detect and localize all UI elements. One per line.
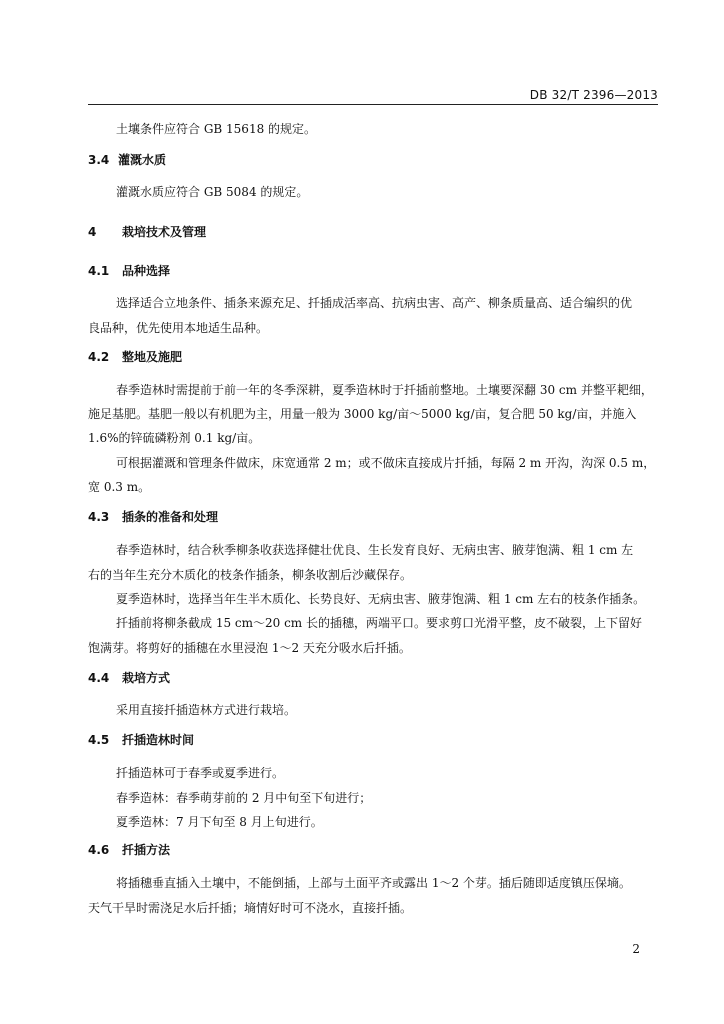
section-4-1-heading	[88, 262, 660, 280]
section-4-5-line-3: 夏季造林：7 月下旬至 8 月上旬进行。	[116, 815, 323, 829]
section-4-5-line-2: 春季造林：春季萌芽前的 2 月中旬至下旬进行；	[116, 791, 372, 805]
section-3-4-paragraph: 灌溉水质应符合 GB 5084 的规定。	[116, 185, 309, 199]
page-number: 2	[632, 942, 640, 956]
section-4-3-line-4: 扦插前将柳条截成 15 cm～20 cm 长的插穗，两端平口。要求剪口光滑平整，皮不破裂，上下留好	[116, 616, 642, 630]
header-rule	[88, 104, 658, 105]
section-number: 4.3	[88, 510, 110, 524]
section-4-4-paragraph: 采用直接扦插造林方式进行栽培。	[116, 703, 297, 717]
section-4-5-line-1: 扦插造林可于春季或夏季进行。	[116, 766, 285, 780]
section-title: 栽培方式	[122, 671, 171, 685]
section-title: 插条的准备和处理	[122, 510, 219, 524]
section-number: 3.4	[88, 153, 110, 167]
section-4-2-line-4: 可根据灌溉和管理条件做床，床宽通常 2 m；或不做床直接成片扦插，每隔 2 m 开沟，沟深 0.5 m，	[116, 456, 656, 470]
section-title: 整地及施肥	[122, 350, 183, 364]
section-4-3-line-2: 右的当年生充分木质化的枝条作插条，柳条收割后沙藏保存。	[88, 568, 413, 582]
section-number: 4.5	[88, 733, 110, 747]
section-4-2-line-3: 1.6%的锌硫磷粉剂 0.1 kg/亩。	[88, 431, 261, 445]
section-4-1-line-1: 选择适合立地条件、插条来源充足、扦插成活率高、抗病虫害、高产、柳条质量高、适合编织的优	[116, 296, 633, 310]
section-4-3-line-3: 夏季造林时，选择当年生半木质化、长势良好、无病虫害、腋芽饱满、粗 1 cm 左右的枝条作插条。	[116, 592, 646, 606]
section-3-4-heading	[88, 151, 660, 169]
section-title: 扦插造林时间	[122, 733, 195, 747]
section-4-6-line-2: 天气干旱时需浇足水后扦插；墒情好时可不浇水，直接扦插。	[88, 901, 413, 915]
section-4-3-line-1: 春季造林时，结合秋季柳条收获选择健壮优良、生长发育良好、无病虫害、腋芽饱满、粗 1 cm 左	[116, 543, 634, 557]
standard-code: DB 32/T 2396—2013	[529, 88, 658, 102]
section-4-1-line-2: 良品种，优先使用本地适生品种。	[88, 321, 269, 335]
section-title: 栽培技术及管理	[122, 225, 207, 239]
section-4-heading	[88, 223, 660, 241]
section-4-3-line-5: 饱满芽。将剪好的插穗在水里浸泡 1～2 天充分吸水后扦插。	[88, 641, 411, 655]
section-4-2-line-5: 宽 0.3 m。	[88, 480, 151, 494]
section-title: 扦插方法	[122, 843, 171, 857]
section-4-6-line-1: 将插穗垂直插入土壤中，不能倒插，上部与土面平齐或露出 1～2 个芽。插后随即适度镇压保墒。	[116, 876, 631, 890]
section-4-2-line-2: 施足基肥。基肥一般以有机肥为主，用量一般为 3000 kg/亩～5000 kg/亩，复合肥 50 kg/亩，并施入	[88, 407, 637, 421]
section-number: 4	[88, 225, 97, 239]
section-4-3-heading	[88, 508, 660, 526]
section-title: 品种选择	[122, 264, 171, 278]
section-number: 4.2	[88, 350, 110, 364]
section-number: 4.1	[88, 264, 110, 278]
section-4-6-heading	[88, 841, 660, 859]
section-4-2-line-1: 春季造林时需提前于前一年的冬季深耕，夏季造林时于扦插前整地。土壤要深翻 30 cm 并整平耙细，	[116, 383, 653, 397]
section-number: 4.6	[88, 843, 110, 857]
section-4-2-heading	[88, 348, 660, 366]
section-number: 4.4	[88, 671, 110, 685]
intro-line: 土壤条件应符合 GB 15618 的规定。	[116, 122, 317, 136]
section-4-4-heading	[88, 669, 660, 687]
section-title: 灌溉水质	[118, 153, 167, 167]
section-4-5-heading	[88, 731, 660, 749]
